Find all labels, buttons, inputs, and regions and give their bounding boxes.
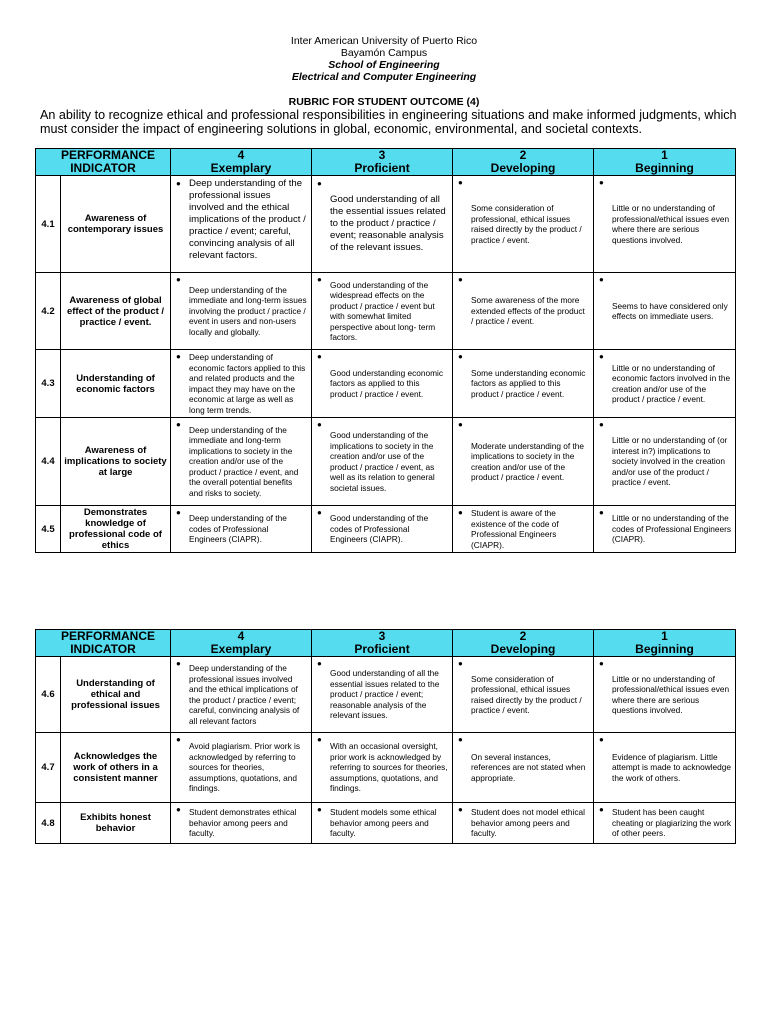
beginning-criterion-cell — [594, 273, 736, 350]
bullet-icon: ● — [599, 352, 604, 361]
university-name: Inter American University of Puerto Rico — [290, 35, 478, 47]
indicator-name: Acknowledges the work of others in a consistent manner — [61, 733, 171, 803]
bullet-icon: ● — [458, 805, 463, 814]
table-row — [36, 273, 736, 350]
developing-criterion-text: Student does not model ethical behavior among peers and faculty. — [471, 807, 585, 839]
developing-criterion-cell — [453, 506, 594, 553]
developing-criterion-text: Some consideration of professional, ethical issues raised directly by the product / practice / event. — [471, 673, 582, 715]
exemplary-criterion-cell — [171, 506, 312, 553]
header-beginning-score: 1 — [661, 148, 668, 162]
campus-name: Bayamón Campus — [340, 47, 428, 59]
proficient-criterion-cell — [312, 803, 453, 844]
proficient-criterion-text: Good understanding of the widespread effects on the product / practice / event but with somewhat limited perspective about long- term factors. — [330, 279, 436, 342]
bullet-icon: ● — [599, 805, 604, 814]
indicator-number: 4.1 — [36, 176, 61, 273]
header-proficient-score: 3 — [378, 148, 386, 162]
exemplary-criterion-text: Deep understanding of the professional issues involved and the ethical implications of the product / practice / event; careful, convincing analysis of all relevant factors — [189, 663, 300, 726]
beginning-criterion-cell — [594, 176, 736, 273]
proficient-criterion-cell — [312, 176, 453, 273]
beginning-criterion-text: Little or no understanding of the codes of Professional Engineers (CIAPR). — [612, 513, 732, 545]
beginning-criterion-cell — [594, 803, 736, 844]
header-beginning-label: Beginning — [635, 161, 694, 175]
header-developing-score: 2 — [519, 629, 527, 643]
exemplary-criterion-cell — [171, 418, 312, 506]
header-exemplary-label: Exemplary — [210, 642, 272, 656]
header-proficient-label: Proficient — [354, 642, 410, 656]
bullet-icon: ● — [599, 178, 604, 187]
bullet-icon: ● — [176, 420, 181, 429]
beginning-criterion-cell — [594, 657, 736, 733]
header-beginning — [594, 630, 736, 657]
indicator-name: Awareness of implications to society at large — [61, 418, 171, 506]
table-row — [36, 657, 736, 733]
bullet-icon: ● — [176, 659, 181, 668]
bullet-icon: ● — [317, 179, 322, 188]
proficient-criterion-text: Good understanding of the implications to society in the creation and/or use of the product / practice / event, as well as its relation to general societal issues. — [330, 430, 435, 493]
table-row — [36, 733, 736, 803]
bullet-icon: ● — [458, 659, 463, 668]
indicator-number: 4.2 — [36, 273, 61, 350]
exemplary-criterion-cell — [171, 176, 312, 273]
exemplary-criterion-text: Deep understanding of the professional issues involved and the ethical implications of the product / practice / event; careful, convincing analysis of all relevant factors. — [189, 178, 306, 261]
indicator-name: Understanding of ethical and professional issues — [61, 657, 171, 733]
beginning-criterion-text: Little or no understanding of economic factors involved in the creation and/or use of the product / practice / event. — [612, 362, 731, 404]
beginning-criterion-text: Little or no understanding of professional/ethical issues even where there are serious questions involved. — [612, 203, 730, 245]
developing-criterion-cell — [453, 350, 594, 418]
indicator-number: 4.4 — [36, 418, 61, 506]
header-beginning-score: 1 — [661, 629, 668, 643]
header-developing — [453, 149, 594, 176]
table-row — [36, 350, 736, 418]
proficient-criterion-text: Good understanding of the codes of Professional Engineers (CIAPR). — [330, 513, 429, 545]
bullet-icon: ● — [317, 735, 322, 744]
proficient-criterion-cell — [312, 418, 453, 506]
beginning-criterion-cell — [594, 733, 736, 803]
rubric-title: RUBRIC FOR STUDENT OUTCOME (4) — [288, 96, 480, 108]
proficient-criterion-text: With an occasional oversight, prior work is acknowledged by referring to sources for theories, assumptions, quotations, and findings. — [330, 741, 448, 794]
bullet-icon: ● — [599, 275, 604, 284]
proficient-criterion-text: Good understanding economic factors as applied to this product / practice / event. — [330, 367, 444, 399]
table-header-row — [36, 630, 736, 657]
bullet-icon: ● — [317, 420, 322, 429]
header-exemplary — [171, 630, 312, 657]
developing-criterion-text: On several instances, references are not stated when appropriate. — [471, 751, 586, 783]
rubric-table-2 — [35, 629, 736, 844]
proficient-criterion-text: Good understanding of all the essential issues related to the product / practice / event; reasonable analysis of the relevant issues. — [330, 194, 446, 253]
header-developing — [453, 630, 594, 657]
school-name: School of Engineering — [328, 59, 440, 71]
bullet-icon: ● — [599, 420, 604, 429]
exemplary-criterion-text: Deep understanding of economic factors applied to this and related products and the impact they may have on the economic at large as well as long term trends. — [189, 352, 306, 415]
proficient-criterion-cell — [312, 273, 453, 350]
bullet-icon: ● — [599, 659, 604, 668]
beginning-criterion-cell — [594, 506, 736, 553]
bullet-icon: ● — [317, 659, 322, 668]
exemplary-criterion-text: Student demonstrates ethical behavior among peers and faculty. — [189, 807, 297, 839]
indicator-name: Understanding of economic factors — [61, 350, 171, 418]
beginning-criterion-text: Little or no understanding of (or interest in?) implications to society involved in the creation and/or use of the product / practice / event. — [612, 435, 728, 488]
bullet-icon: ● — [458, 275, 463, 284]
rubric-table-1 — [35, 148, 736, 553]
table-row — [36, 176, 736, 273]
proficient-criterion-cell — [312, 733, 453, 803]
beginning-criterion-text: Little or no understanding of professional/ethical issues even where there are serious questions involved. — [612, 673, 730, 715]
bullet-icon: ● — [317, 805, 322, 814]
beginning-criterion-text: Evidence of plagiarism. Little attempt is made to acknowledge the work of others. — [612, 751, 732, 783]
outcome-description: An ability to recognize ethical and professional responsibilities in engineering situations and make informed judgments, which must consider the impact of engineering solutions in global, economic, environmental, and societal contexts. — [40, 108, 737, 136]
table-row — [36, 803, 736, 844]
header-developing-label: Developing — [490, 161, 556, 175]
developing-criterion-cell — [453, 733, 594, 803]
developing-criterion-cell — [453, 657, 594, 733]
exemplary-criterion-text: Deep understanding of the codes of Professional Engineers (CIAPR). — [189, 513, 287, 545]
indicator-name: Exhibits honest behavior — [61, 803, 171, 844]
bullet-icon: ● — [317, 508, 322, 517]
bullet-icon: ● — [599, 735, 604, 744]
indicator-name: Demonstrates knowledge of professional code of ethics — [61, 506, 171, 553]
header-exemplary-score: 4 — [237, 629, 245, 643]
header-proficient-label: Proficient — [354, 161, 410, 175]
developing-criterion-text: Some awareness of the more extended effects of the product / practice / event. — [471, 295, 585, 327]
developing-criterion-text: Some understanding economic factors as applied to this product / practice / event. — [471, 367, 586, 399]
rubric-table-2-body — [36, 657, 736, 844]
beginning-criterion-text: Seems to have considered only effects on immediate users. — [612, 300, 728, 321]
header-exemplary-label: Exemplary — [210, 161, 272, 175]
header-exemplary — [171, 149, 312, 176]
proficient-criterion-text: Student models some ethical behavior among peers and faculty. — [330, 807, 437, 839]
bullet-icon: ● — [176, 352, 181, 361]
bullet-icon: ● — [458, 178, 463, 187]
department-name: Electrical and Computer Engineering — [291, 71, 477, 83]
exemplary-criterion-cell — [171, 273, 312, 350]
bullet-icon: ● — [458, 420, 463, 429]
bullet-icon: ● — [176, 735, 181, 744]
bullet-icon: ● — [317, 352, 322, 361]
header-beginning-label: Beginning — [635, 642, 694, 656]
table-row — [36, 506, 736, 553]
header-indicator: PERFORMANCE INDICATOR — [36, 630, 171, 657]
proficient-criterion-cell — [312, 350, 453, 418]
indicator-number: 4.8 — [36, 803, 61, 844]
exemplary-criterion-cell — [171, 350, 312, 418]
exemplary-criterion-cell — [171, 803, 312, 844]
bullet-icon: ● — [176, 275, 181, 284]
header-developing-label: Developing — [490, 642, 556, 656]
developing-criterion-text: Student is aware of the existence of the code of Professional Engineers (CIAPR). — [471, 508, 559, 550]
developing-criterion-cell — [453, 176, 594, 273]
header-exemplary-score: 4 — [237, 148, 245, 162]
header-developing-score: 2 — [519, 148, 527, 162]
bullet-icon: ● — [458, 735, 463, 744]
indicator-number: 4.5 — [36, 506, 61, 553]
beginning-criterion-cell — [594, 350, 736, 418]
bullet-icon: ● — [458, 352, 463, 361]
developing-criterion-cell — [453, 418, 594, 506]
indicator-number: 4.6 — [36, 657, 61, 733]
exemplary-criterion-text: Avoid plagiarism. Prior work is acknowledged by referring to sources for theories, assumptions, quotations, and findings. — [189, 741, 300, 794]
table-header-row — [36, 149, 736, 176]
table-row — [36, 418, 736, 506]
exemplary-criterion-cell — [171, 733, 312, 803]
indicator-name: Awareness of global effect of the product / practice / event. — [61, 273, 171, 350]
bullet-icon: ● — [176, 508, 181, 517]
exemplary-criterion-cell — [171, 657, 312, 733]
header-beginning — [594, 149, 736, 176]
bullet-icon: ● — [458, 508, 463, 517]
exemplary-criterion-text: Deep understanding of the immediate and long-term implications to society in the creation and/or use of the product / practice / event, and the overall potential benefits and risks to society. — [189, 424, 299, 498]
indicator-number: 4.7 — [36, 733, 61, 803]
rubric-table-1-body — [36, 176, 736, 553]
indicator-name: Awareness of contemporary issues — [61, 176, 171, 273]
developing-criterion-cell — [453, 273, 594, 350]
header-proficient — [312, 149, 453, 176]
header-proficient-score: 3 — [378, 629, 386, 643]
bullet-icon: ● — [176, 805, 181, 814]
proficient-criterion-cell — [312, 506, 453, 553]
proficient-criterion-text: Good understanding of all the essential issues related to the product / practice / event; reasonable analysis of the relevant issues. — [330, 668, 440, 721]
beginning-criterion-text: Student has been caught cheating or plagiarizing the work of other peers. — [612, 807, 732, 839]
indicator-number: 4.3 — [36, 350, 61, 418]
header-proficient — [312, 630, 453, 657]
developing-criterion-cell — [453, 803, 594, 844]
bullet-icon: ● — [176, 179, 181, 188]
exemplary-criterion-text: Deep understanding of the immediate and long-term issues involving the product / practice / event in users and non-users locally and globally. — [189, 284, 307, 337]
developing-criterion-text: Moderate understanding of the implications to society in the creation and/or use of the product / practice / event. — [471, 440, 585, 482]
header-indicator: PERFORMANCE INDICATOR — [36, 149, 171, 176]
beginning-criterion-cell — [594, 418, 736, 506]
developing-criterion-text: Some consideration of professional, ethical issues raised directly by the product / practice / event. — [471, 203, 582, 245]
proficient-criterion-cell — [312, 657, 453, 733]
bullet-icon: ● — [599, 508, 604, 517]
bullet-icon: ● — [317, 275, 322, 284]
